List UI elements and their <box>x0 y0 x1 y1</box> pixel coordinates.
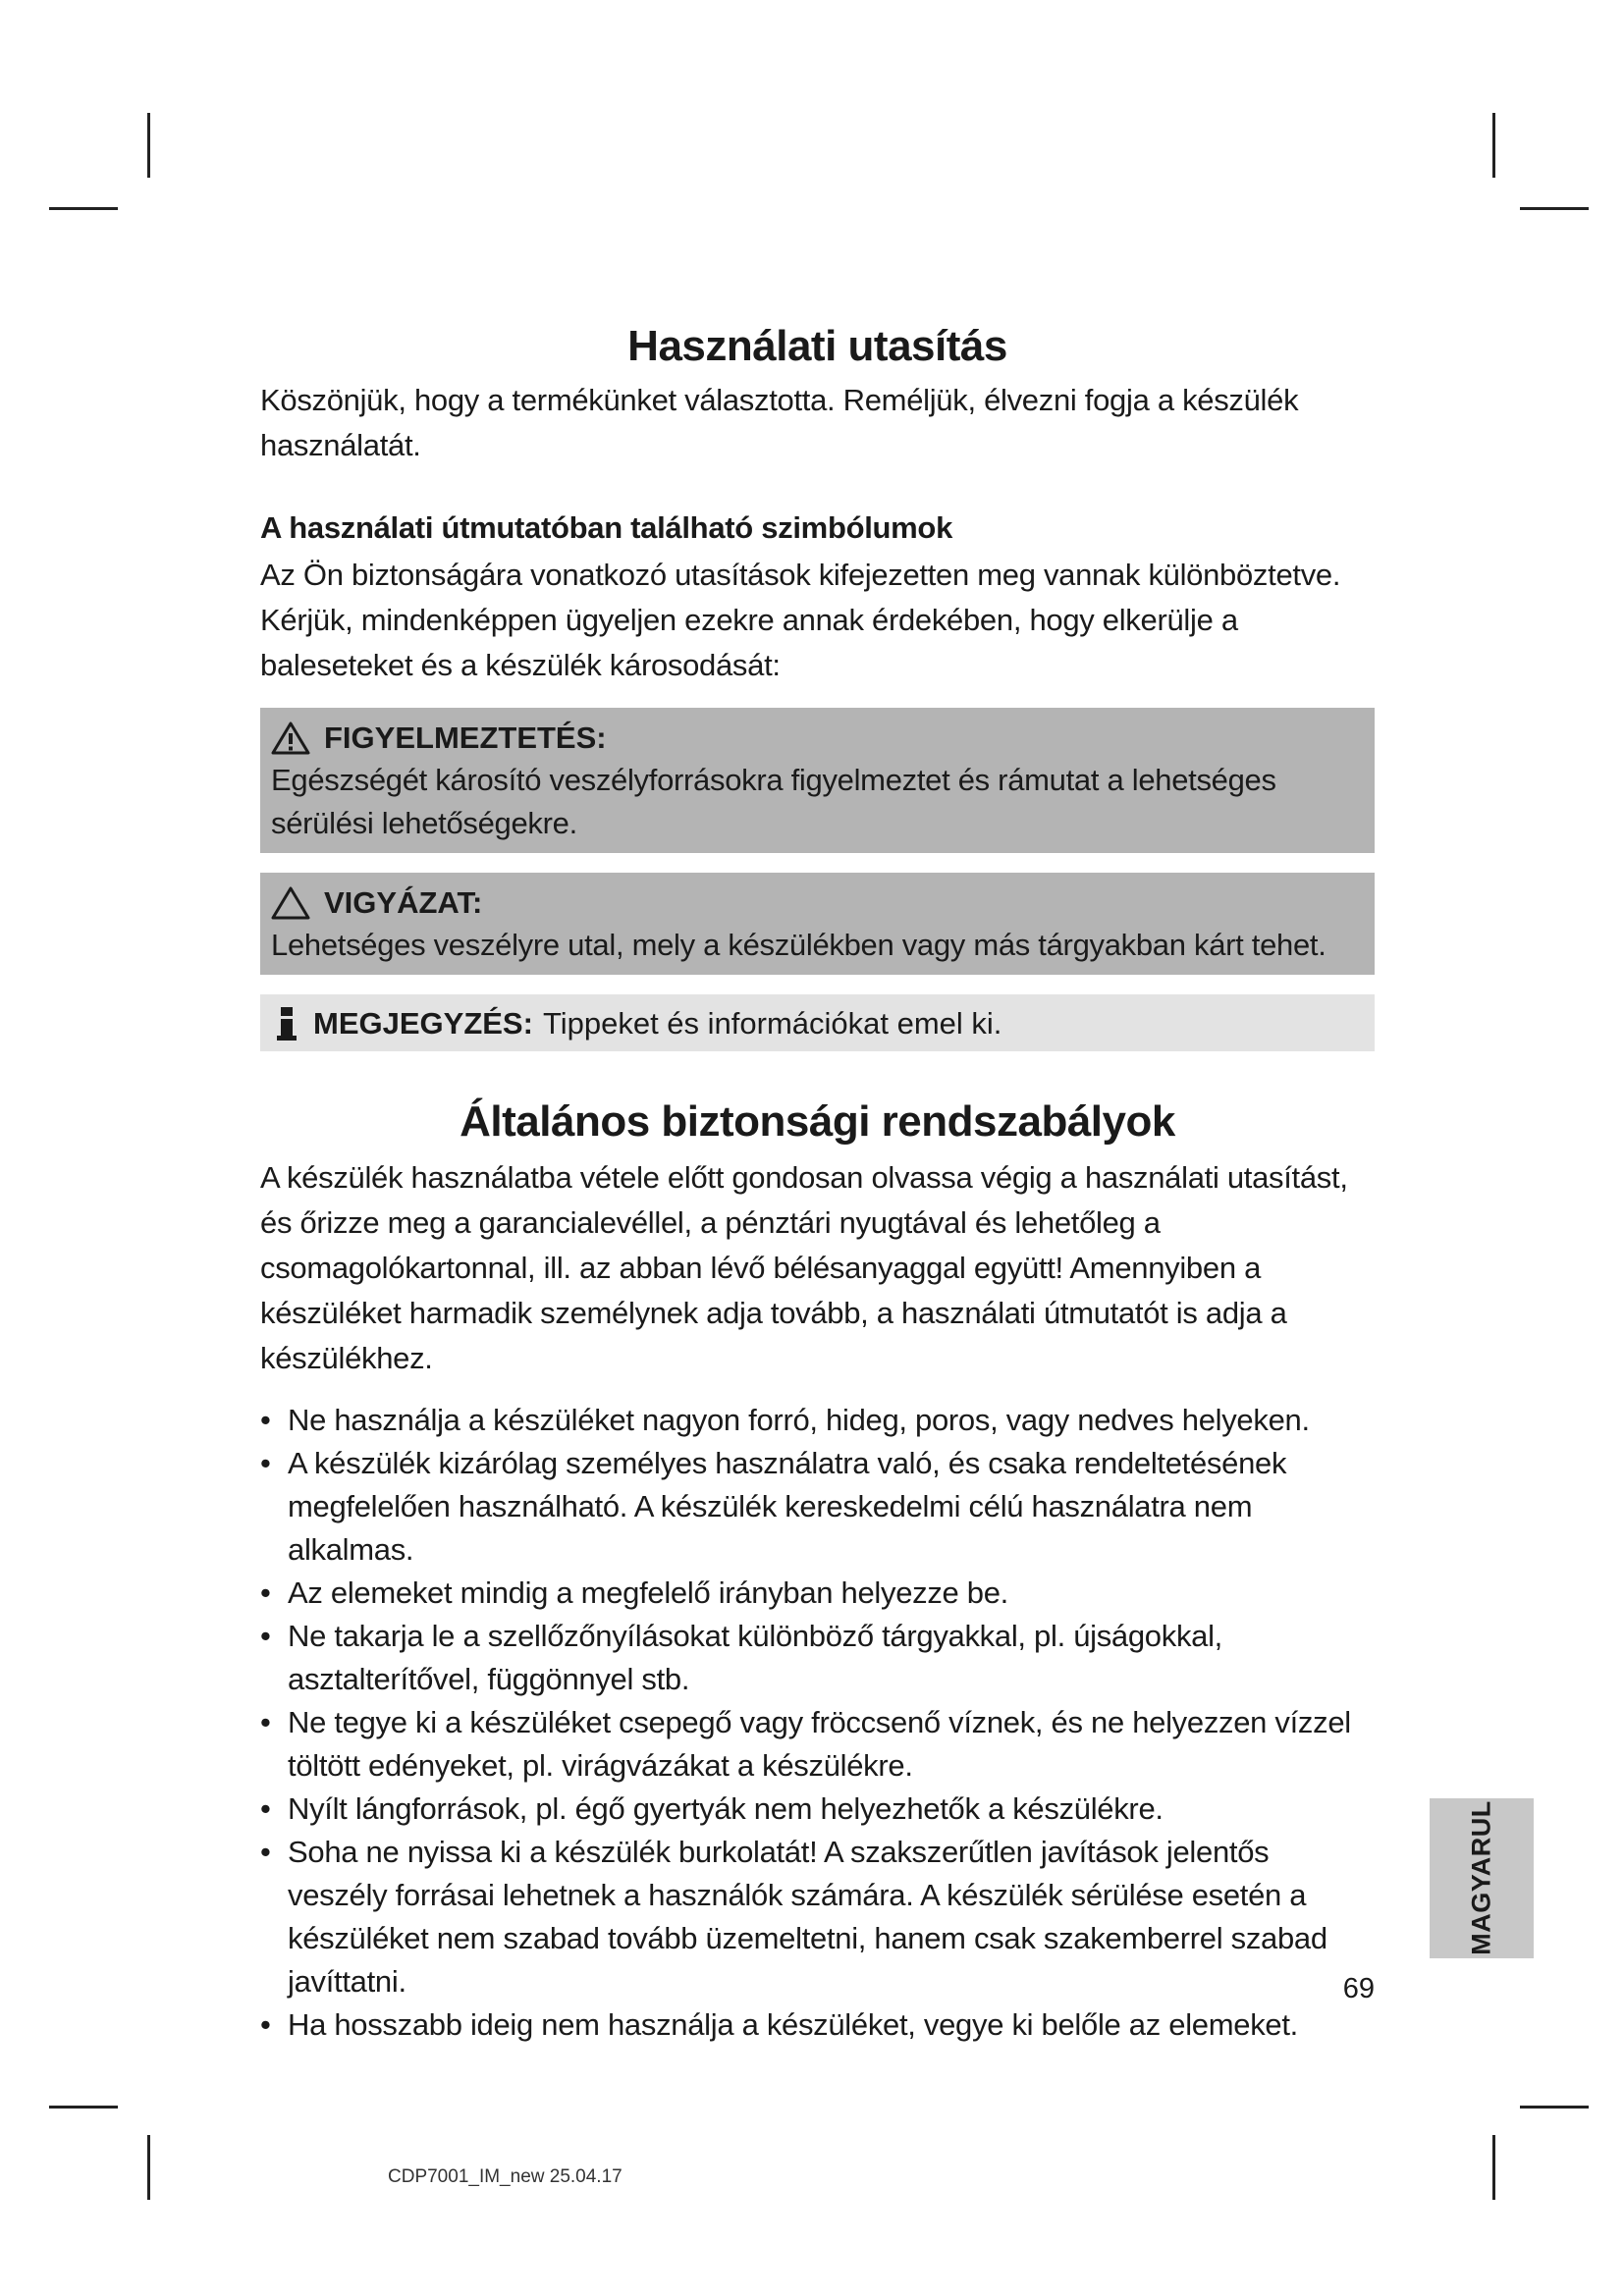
symbols-heading: A használati útmutatóban található szimbólumok <box>260 510 953 545</box>
crop-mark <box>1492 2135 1495 2200</box>
list-item: • Ne takarja le a szellőzőnyílásokat különböző tárgyakkal, pl. újságokkal, asztalterítővel, függönnyel stb. <box>260 1615 1375 1701</box>
language-tab <box>1430 1798 1534 1958</box>
warning-text: Egészségét károsító veszélyforrásokra figyelmeztet és rámutat a lehetséges sérülési lehetőségekre. <box>271 763 1276 840</box>
intro-text: Köszönjük, hogy a termékünket választotta. Reméljük, élvezni fogja a készülék használatát. <box>260 383 1299 462</box>
note-box <box>260 994 1375 1051</box>
page-title: Használati utasítás <box>627 322 1007 370</box>
caution-label: VIGYÁZAT: <box>324 885 483 920</box>
warning-triangle-icon <box>271 721 310 756</box>
safety-intro: A készülék használatba vétele előtt gondosan olvassa végig a használati utasítást, és őrizze meg a garancialevéllel, a pénztári nyugtával és lehetőleg a csomagolókartonnal, ill. az abban lévő bélésanyaggal együtt! Amennyiben a készüléket harmadik személynek adja tovább, a használati útmutatót is adja a készülékhez. <box>260 1160 1348 1375</box>
crop-mark <box>147 113 150 178</box>
caution-text: Lehetséges veszélyre utal, mely a készülékben vagy más tárgyakban kárt tehet. <box>271 928 1326 962</box>
warning-box <box>260 708 1375 853</box>
list-item: • Ne használja a készüléket nagyon forró, hideg, poros, vagy nedves helyeken. <box>260 1399 1375 1442</box>
crop-mark <box>147 2135 150 2200</box>
info-icon <box>274 1006 299 1041</box>
list-item: • A készülék kizárólag személyes használatra való, és csaka rendeltetésének megfelelően használható. A készülék kereskedelmi célú használatra nem alkalmas. <box>260 1442 1375 1572</box>
list-item: • Nyílt lángforrások, pl. égő gyertyák nem helyezhetők a készülékre. <box>260 1788 1375 1831</box>
safety-list <box>260 1399 1375 2047</box>
footer-text: CDP7001_IM_new 25.04.17 <box>388 2166 623 2187</box>
crop-mark <box>1492 113 1495 178</box>
note-text: Tippeket és információkat emel ki. <box>542 1006 1002 1041</box>
page-number: 69 <box>1342 1973 1375 2004</box>
crop-mark <box>1520 2106 1589 2109</box>
warning-label: FIGYELMEZTETÉS: <box>324 721 607 755</box>
page-content <box>260 319 1375 2047</box>
crop-mark <box>49 207 118 210</box>
safety-title: Általános biztonsági rendszabályok <box>460 1097 1175 1146</box>
caution-triangle-icon <box>271 885 310 921</box>
symbols-text: Az Ön biztonságára vonatkozó utasítások kifejezetten meg vannak különböztetve. Kérjük, mindenképpen ügyeljen ezekre annak érdekében, hogy elkerülje a baleseteket és a készülék károsodását: <box>260 558 1341 682</box>
caution-box <box>260 873 1375 975</box>
language-tab-label: MAGYARUL <box>1466 1800 1496 1955</box>
list-item: • Ha hosszabb ideig nem használja a készüléket, vegye ki belőle az elemeket. <box>260 2003 1375 2047</box>
list-item: • Ne tegye ki a készüléket csepegő vagy fröccsenő víznek, és ne helyezzen vízzel töltött edényeket, pl. virágvázákat a készülékre. <box>260 1701 1375 1788</box>
crop-mark <box>49 2106 118 2109</box>
list-item: • Soha ne nyissa ki a készülék burkolatát! A szakszerűtlen javítások jelentős veszély forrásai lehetnek a használók számára. A készülék sérülése esetén a készüléket nem szabad tovább üzemeltetni, hanem csak szakemberrel szabad javíttatni. <box>260 1831 1375 2003</box>
crop-mark <box>1520 207 1589 210</box>
list-item: • Az elemeket mindig a megfelelő irányban helyezze be. <box>260 1572 1375 1615</box>
note-label: MEGJEGYZÉS: <box>313 1006 533 1041</box>
